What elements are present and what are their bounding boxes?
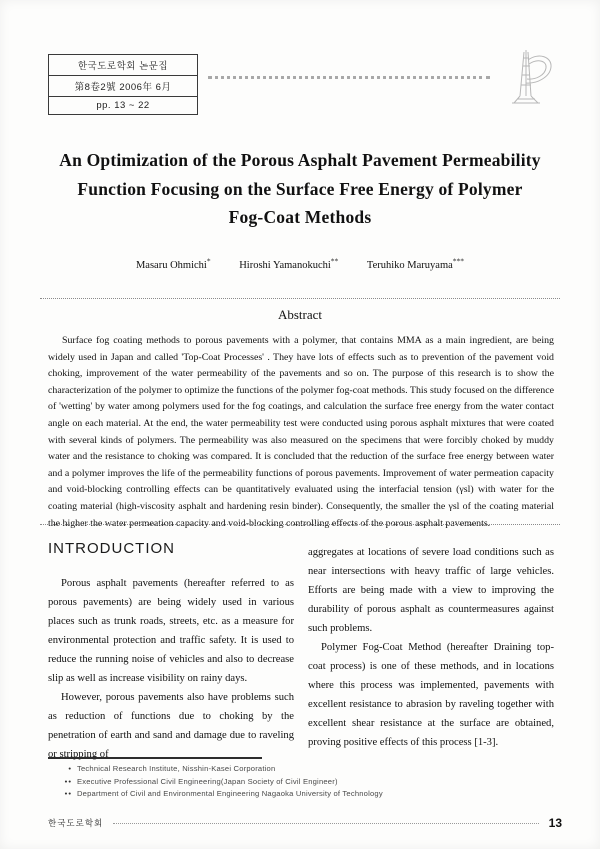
body-columns bbox=[48, 540, 554, 764]
page-footer bbox=[48, 816, 562, 830]
title-line-2: Function Focusing on the Surface Free Energy of Polymer bbox=[77, 178, 523, 199]
footnotes bbox=[56, 763, 560, 801]
journal-logo-icon bbox=[497, 44, 555, 108]
footnote-1 bbox=[56, 763, 560, 776]
footnote-2-mark: •• bbox=[64, 776, 72, 786]
author-1-name: Masaru Ohmichi bbox=[135, 259, 207, 271]
footnote-1-text: Technical Research Institute, Nisshin-Kasei Corporation bbox=[77, 764, 276, 773]
decorative-dotted-chain bbox=[208, 76, 490, 79]
footnote-divider bbox=[48, 757, 262, 759]
footnote-3 bbox=[56, 788, 560, 801]
footnote-3-text: Department of Civil and Environmental Engineering Nagaoka University of Technology bbox=[77, 789, 383, 798]
footnote-2-text: Executive Professional Civil Engineering(Japan Society of Civil Engineer) bbox=[77, 776, 338, 786]
abstract-bottom-rule bbox=[40, 524, 560, 525]
abstract-top-rule bbox=[40, 298, 560, 299]
authors-line bbox=[0, 256, 600, 271]
author-3 bbox=[366, 256, 465, 271]
footer-journal-name: 한국도로학회 bbox=[48, 818, 104, 828]
author-1 bbox=[135, 256, 211, 271]
journal-name: 한국도로학회 논문집 bbox=[49, 55, 197, 76]
intro-paragraph-2: However, porous pavements also have problems such as reduction of functions due to choking by the penetration of earth and sand and damage due to raveling or stripping of bbox=[48, 692, 294, 760]
footnote-1-mark: • bbox=[68, 764, 72, 773]
paper-title bbox=[30, 146, 570, 232]
left-column bbox=[48, 540, 294, 764]
author-3-mark: *** bbox=[452, 256, 465, 265]
author-1-mark: * bbox=[206, 256, 211, 265]
journal-pages: pp. 13 ~ 22 bbox=[96, 100, 150, 111]
author-2-name: Hiroshi Yamanokuchi bbox=[239, 259, 331, 271]
author-3-name: Teruhiko Maruyama bbox=[366, 259, 453, 271]
page-number: 13 bbox=[548, 816, 562, 830]
journal-info-box bbox=[48, 54, 198, 115]
author-2 bbox=[239, 256, 339, 271]
intro-paragraph-3: aggregates at locations of severe load conditions such as near intersections with heavy traffic of large vehicles. Efforts are being made with a view to improving the durability of porous asphalt as countermeasures against such problems. bbox=[308, 547, 554, 634]
footnote-3-mark: •• bbox=[64, 789, 72, 798]
right-column bbox=[308, 540, 554, 764]
footer-dotted-leader bbox=[113, 823, 538, 824]
title-line-1: An Optimization of the Porous Asphalt Pavement Permeability bbox=[59, 150, 541, 170]
intro-paragraph-4: Polymer Fog-Coat Method (hereafter Draining top-coat process) is one of these methods, and in locations where this process was implemented, pavements with excellent resistance to abrasion by raveling together with excellent shear resistance at the surface are obtained, proving positive effects of this process [1-3]. bbox=[308, 642, 554, 748]
intro-paragraph-1: Porous asphalt pavements (hereafter referred to as porous pavements) are being widely used in various places such as trunk roads, streets, etc. as a measure for environmental protection and traffic safety. It is used to reduce the running noise of vehicles and also to decrease slip as well as increase visibility on rainy days. bbox=[48, 578, 294, 684]
abstract-heading: Abstract bbox=[277, 307, 323, 322]
author-2-mark: ** bbox=[330, 256, 339, 265]
abstract-text: Surface fog coating methods to porous pavements with a polymer, that contains MMA as a main ingredient, are being widely used in Japan and called 'Top-Coat Processes' . They have lots of effects such as to prevention of the pavement void choking, improvement of the water permeability of the pavements and so on. The purpose of this research is to show the characterization of the polymer to optimize the functions of the polymer fog-coat methods. This study focused on the difference of 'wetting' by water among polymers used for the fog coatings, and calculation the surface free energy from the water contact angle on each material. At the end, the water permeability test were conducted using porous asphalt mixtures that were coated with several kinds of polymers. The permeability was also measured on the specimens that were forcibly choked by muddy water and the resistance to choking was compared. It is concluded that the reduction of the surface free energy between water and a polymer improves the life of the permeability functions of porous pavements. Improvement of water permeation capacity and void-blocking controlling effects can be quantitatively evaluated using the interfacial tension (γsl) with water for the coating material (high-viscosity asphalt and hardening resin binder). Consequently, the smaller the γsl of the coating material the higher the water permeation capacity and void-blocking controlling effects of the porous asphalt pavements. bbox=[48, 335, 554, 529]
footnote-2 bbox=[56, 776, 560, 789]
title-line-3: Fog-Coat Methods bbox=[228, 207, 372, 228]
journal-issue: 第8卷2號 2006年 6月 bbox=[49, 76, 197, 97]
introduction-heading: INTRODUCTION bbox=[48, 540, 175, 557]
